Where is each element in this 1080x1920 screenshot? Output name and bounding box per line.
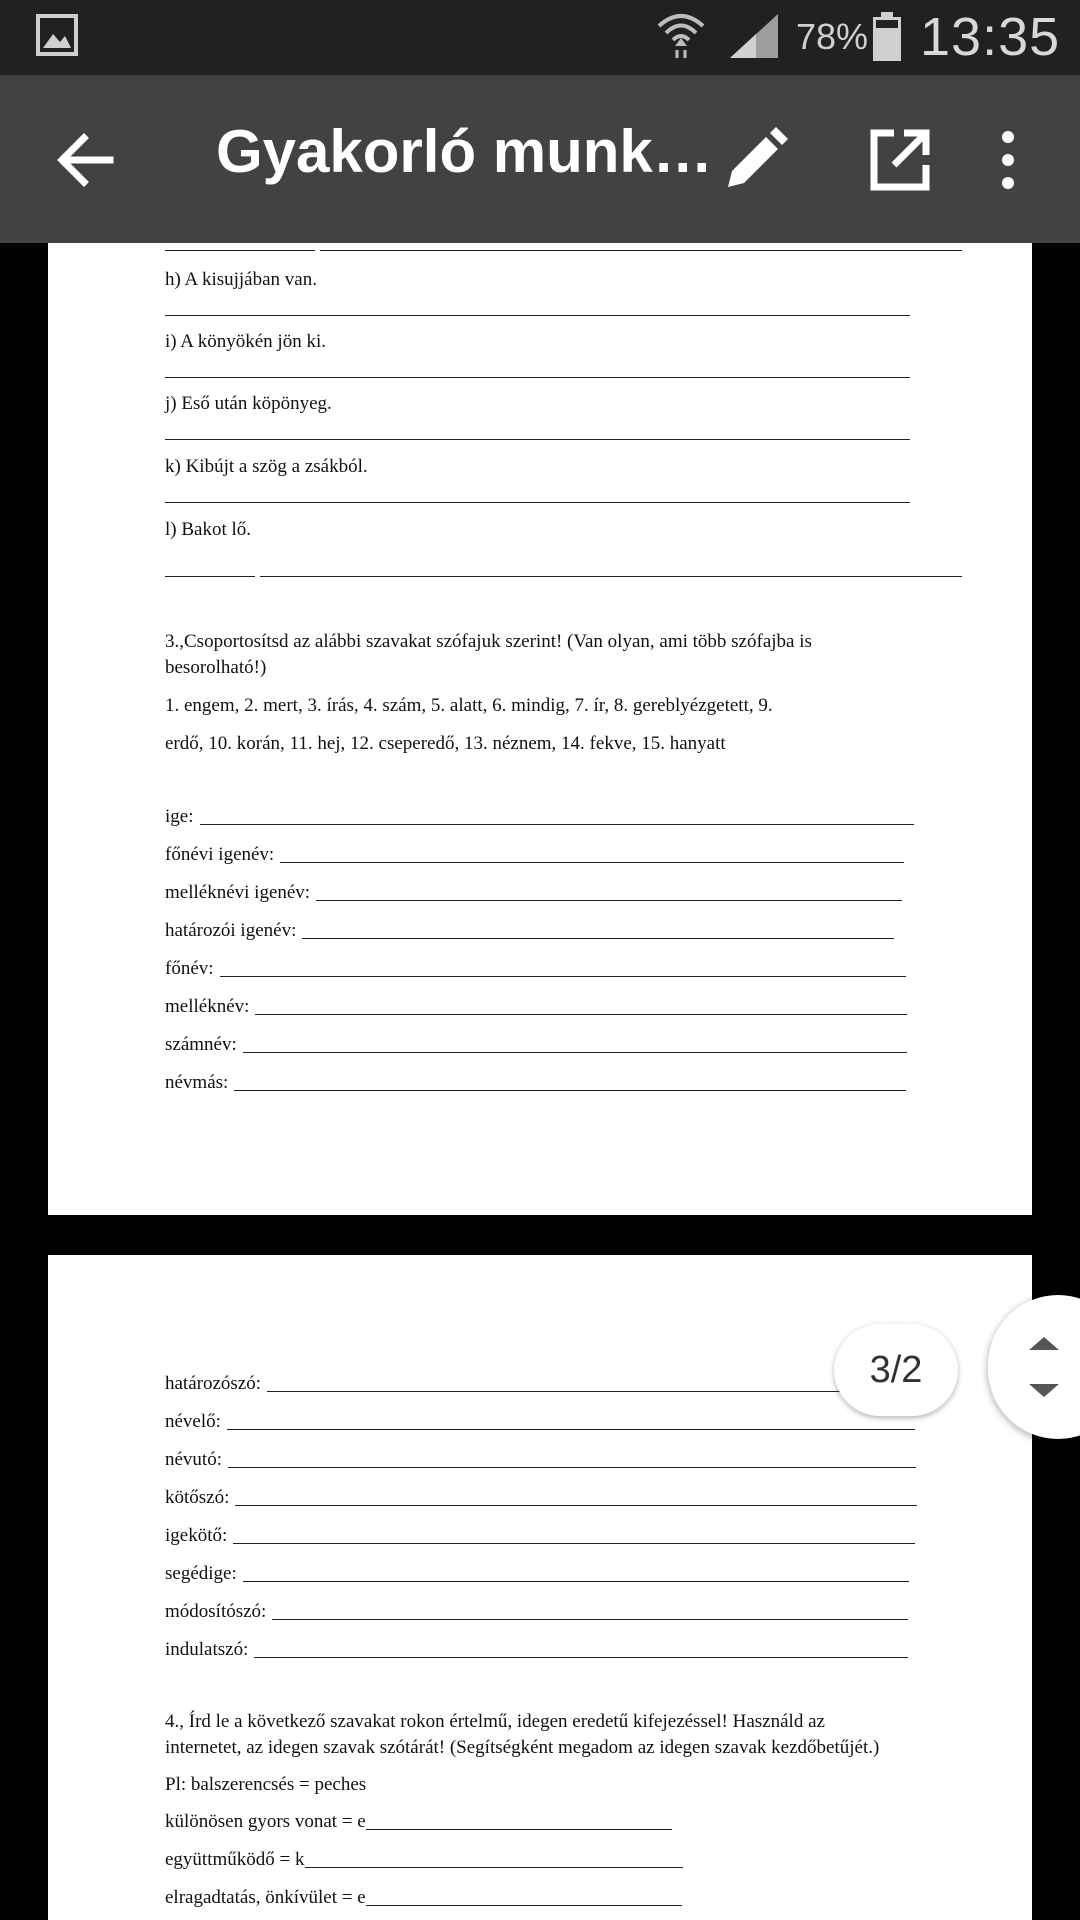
- category-row: [165, 1409, 915, 1433]
- exercise-prompt: elragadtatás, önkívület = e: [165, 1887, 366, 1908]
- page-indicator: 3/2: [834, 1324, 958, 1416]
- answer-line: [366, 1828, 672, 1830]
- category-row: [165, 1561, 909, 1585]
- status-bar: [0, 0, 1080, 75]
- gallery-icon: [36, 14, 78, 56]
- battery-icon: [872, 12, 902, 62]
- answer-line: [280, 861, 904, 863]
- task4-title: 4., Írd le a következő szavakat rokon értelmű, idegen eredetű kifejezéssel! Használd az: [165, 1711, 825, 1732]
- answer-line: [243, 1051, 907, 1053]
- category-label: határozói igenév:: [165, 920, 297, 941]
- category-row: [165, 1637, 908, 1661]
- answer-line: [233, 1542, 915, 1544]
- category-row: [165, 804, 914, 828]
- category-label: igekötő:: [165, 1525, 228, 1546]
- answer-line: [235, 1504, 917, 1506]
- task3-words: 1. engem, 2. mert, 3. írás, 4. szám, 5. alatt, 6. mindig, 7. ír, 8. gereblyézgetett, 9.: [165, 695, 773, 716]
- category-row: [165, 1485, 917, 1509]
- answer-line: [316, 899, 902, 901]
- answer-line: [366, 1904, 682, 1906]
- battery-percentage: 78%: [796, 16, 869, 57]
- answer-line: [165, 377, 910, 378]
- answer-line: [228, 1466, 916, 1468]
- back-arrow-icon[interactable]: [50, 125, 120, 195]
- answer-line: [272, 1618, 908, 1620]
- exercise-item: k) Kibújt a szög a zsákból.: [165, 456, 368, 477]
- answer-line: [267, 1390, 907, 1392]
- task4-example: Pl: balszerencsés = peches: [165, 1774, 367, 1795]
- exercise-item: h) A kisujjában van.: [165, 269, 317, 290]
- answer-line: [302, 937, 894, 939]
- document-page[interactable]: [48, 243, 1032, 1215]
- category-row: [165, 1447, 916, 1471]
- app-bar: [0, 75, 1080, 243]
- category-label: kötőszó:: [165, 1487, 230, 1508]
- task3-title: besorolható!): [165, 657, 267, 678]
- category-row: [165, 956, 906, 980]
- task3-title: 3.,Csoportosítsd az alábbi szavakat szófajuk szerint! (Van olyan, ami több szófajba is: [165, 631, 812, 652]
- answer-line: [254, 1656, 908, 1658]
- category-row: [165, 1523, 915, 1547]
- exercise-prompt: különösen gyors vonat = e: [165, 1811, 366, 1832]
- more-vert-icon[interactable]: [990, 125, 1026, 195]
- answer-line: [305, 1866, 683, 1868]
- signal-icon: [728, 12, 780, 60]
- exercise-prompt: együttműködő = k: [165, 1849, 305, 1870]
- category-label: névutó:: [165, 1449, 222, 1470]
- category-row: [165, 1371, 907, 1395]
- category-label: segédige:: [165, 1563, 237, 1584]
- answer-line: [234, 1089, 906, 1091]
- answer-line: [220, 975, 906, 977]
- category-row: [165, 994, 907, 1018]
- answer-line: [165, 576, 255, 577]
- exercise-row: [165, 1885, 682, 1909]
- document-title: Gyakorló munk…: [216, 118, 713, 185]
- category-label: melléknévi igenév:: [165, 882, 311, 903]
- category-label: névelő:: [165, 1411, 221, 1432]
- answer-line: [243, 1580, 909, 1582]
- category-label: ige:: [165, 806, 194, 827]
- category-row: [165, 880, 902, 904]
- clock: 13:35: [920, 7, 1061, 67]
- answer-line: [227, 1428, 915, 1430]
- category-row: [165, 842, 904, 866]
- category-label: indulatszó:: [165, 1639, 249, 1660]
- category-label: határozószó:: [165, 1373, 262, 1394]
- category-label: számnév:: [165, 1034, 237, 1055]
- category-row: [165, 1070, 906, 1094]
- exercise-row: [165, 1809, 672, 1833]
- exercise-item: l) Bakot lő.: [165, 519, 252, 540]
- task3-words: erdő, 10. korán, 11. hej, 12. cseperedő, 13. néznem, 14. fekve, 15. hanyatt: [165, 733, 726, 754]
- category-label: főnév:: [165, 958, 214, 979]
- wifi-icon: [655, 8, 707, 60]
- answer-line: [255, 1013, 907, 1015]
- category-row: [165, 1599, 908, 1623]
- answer-line: [165, 250, 315, 251]
- category-label: módosítószó:: [165, 1601, 267, 1622]
- category-row: [165, 918, 894, 942]
- answer-line: [165, 315, 910, 316]
- category-row: [165, 1032, 907, 1056]
- exercise-item: i) A könyökén jön ki.: [165, 331, 326, 352]
- answer-line: [320, 250, 962, 251]
- task4-title: internetet, az idegen szavak szótárát! (Segítségként megadom az idegen szavak kezdőbetűjét.): [165, 1737, 880, 1758]
- answer-line: [165, 502, 910, 503]
- answer-line: [260, 576, 962, 577]
- exercise-item: j) Eső után köpönyeg.: [165, 393, 332, 414]
- exercise-row: [165, 1847, 683, 1871]
- scroll-arrows-icon: [1026, 1335, 1062, 1399]
- edit-pencil-icon[interactable]: [720, 125, 790, 195]
- answer-line: [165, 439, 910, 440]
- open-external-icon[interactable]: [864, 125, 934, 195]
- answer-line: [200, 823, 914, 825]
- category-label: melléknév:: [165, 996, 250, 1017]
- category-label: főnévi igenév:: [165, 844, 275, 865]
- category-label: névmás:: [165, 1072, 229, 1093]
